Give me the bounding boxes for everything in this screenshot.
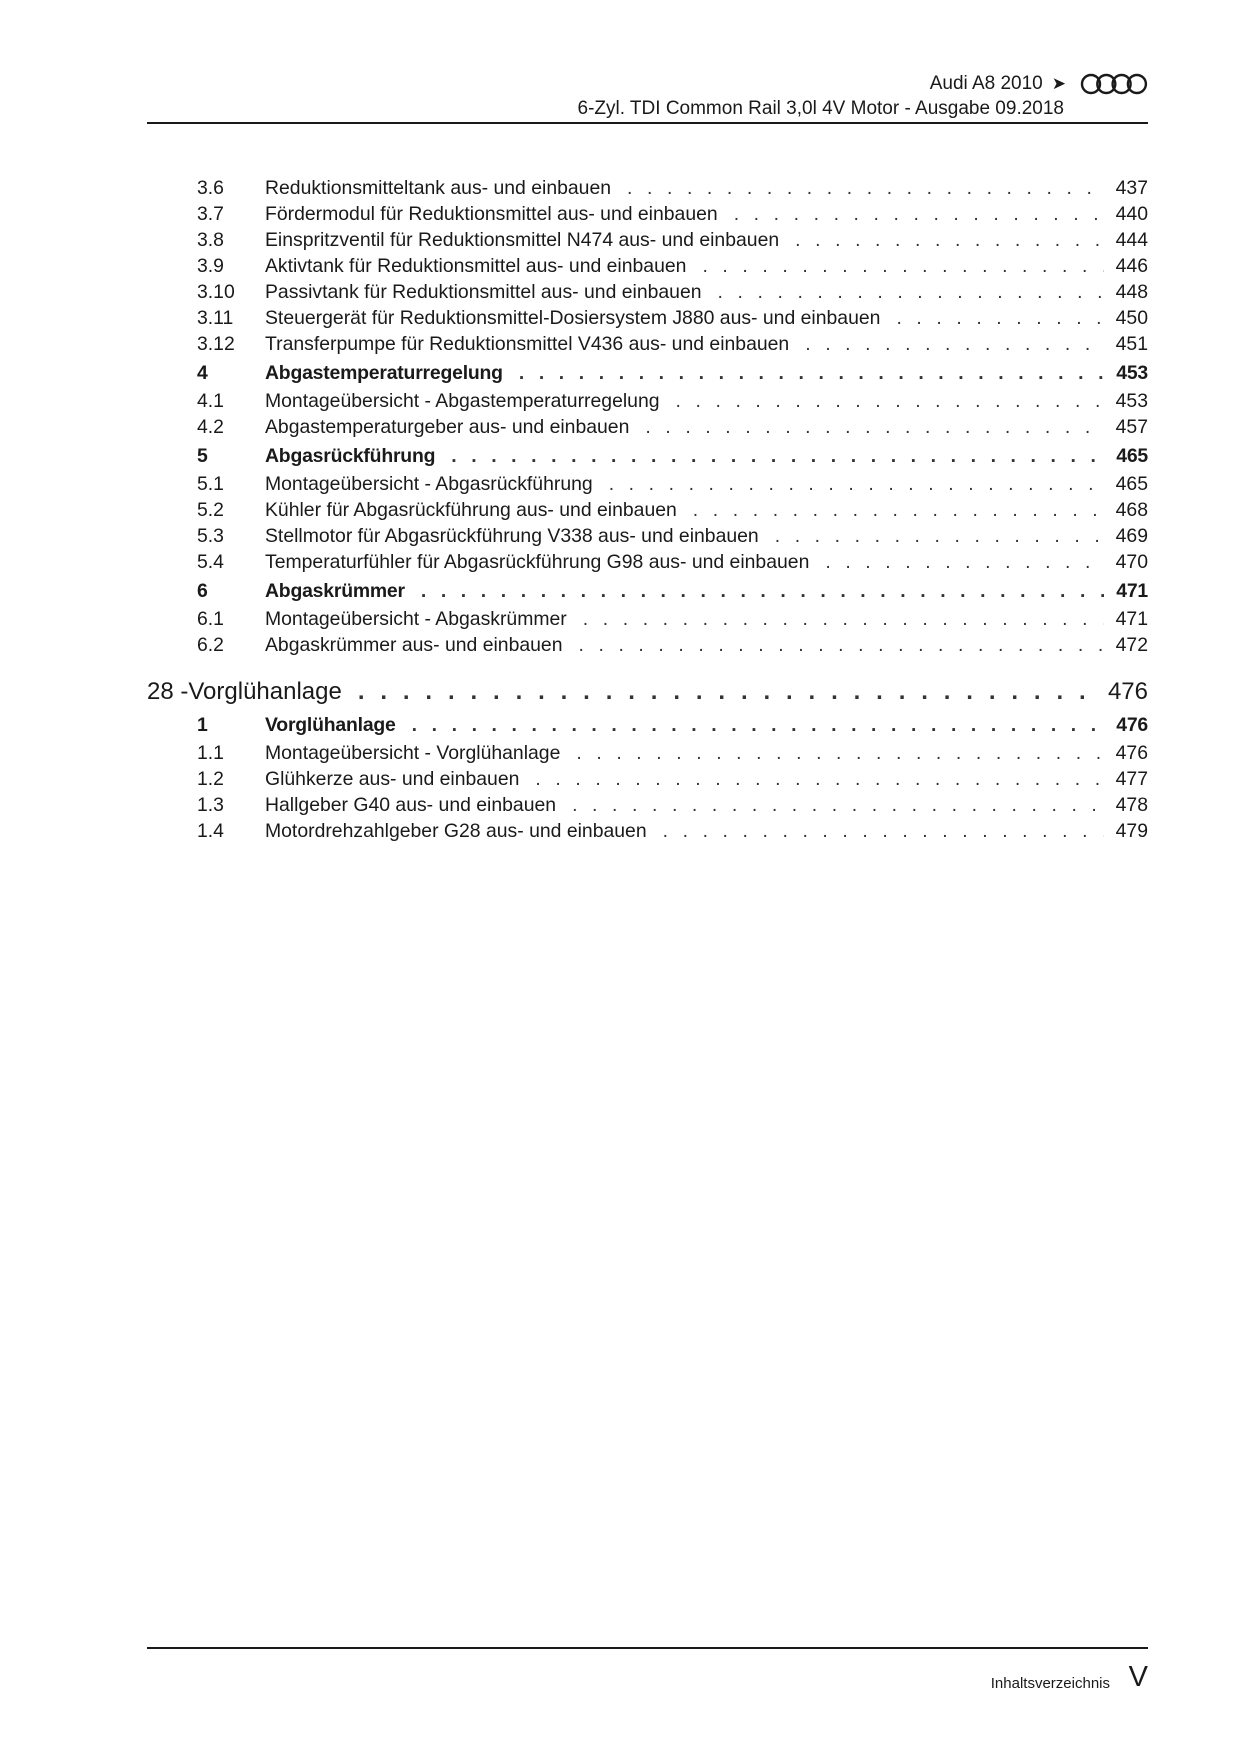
toc-entry[interactable] [147, 818, 1148, 844]
dot-leader [663, 818, 1104, 844]
toc-title: Montageübersicht - Vorglühanlage [265, 742, 561, 764]
toc-chapter-number: 28 - [147, 678, 189, 705]
toc-number: 5.3 [197, 525, 224, 547]
toc-page: 478 [1115, 794, 1148, 816]
toc-number: 3.11 [197, 307, 234, 329]
toc-number: 3.8 [197, 229, 224, 251]
toc-entry[interactable] [147, 792, 1148, 818]
toc-title: Reduktionsmitteltank aus- und einbauen [265, 177, 612, 199]
toc-number: 4.2 [197, 416, 224, 438]
footer-label: Inhaltsverzeichnis [990, 1675, 1110, 1692]
dot-leader [535, 766, 1104, 792]
toc-number: 5.2 [197, 499, 224, 521]
toc-entry[interactable] [147, 766, 1148, 792]
toc-entry[interactable] [147, 253, 1148, 279]
toc-title: Abgasrückführung [265, 445, 436, 467]
toc-number: 6.2 [197, 634, 224, 656]
toc-entry[interactable] [147, 227, 1148, 253]
toc-title: Montageübersicht - Abgastemperaturregelung [265, 390, 660, 412]
toc-entry[interactable] [147, 331, 1148, 357]
toc-title: Abgaskrümmer [265, 580, 405, 602]
toc-number: 1.4 [197, 820, 224, 842]
header-subtitle: 6-Zyl. TDI Common Rail 3,0l 4V Motor - Ausgabe 09.2018 [577, 98, 1064, 119]
dot-leader [576, 740, 1104, 766]
dot-leader [609, 471, 1104, 497]
toc-entry[interactable] [147, 740, 1148, 766]
toc-chapter-28[interactable] [147, 667, 1148, 709]
toc-page: 479 [1115, 820, 1148, 842]
toc-page: 448 [1115, 281, 1148, 303]
toc-title: Abgastemperaturgeber aus- und einbauen [265, 416, 630, 438]
toc-page: 465 [1115, 473, 1148, 495]
toc-group-6 [147, 606, 1148, 658]
dot-leader [421, 575, 1104, 607]
toc-number: 3.9 [197, 255, 224, 277]
toc-page: 465 [1116, 445, 1148, 467]
table-of-contents [147, 175, 1148, 844]
toc-group-3 [147, 175, 1148, 357]
toc-page: 440 [1115, 203, 1148, 225]
toc-number: 5 [197, 445, 208, 467]
dot-leader [795, 227, 1104, 253]
toc-section-6[interactable] [147, 575, 1148, 606]
toc-title: Steuergerät für Reduktionsmittel-Dosiersystem J880 aus- und einbauen [265, 307, 881, 329]
toc-number: 3.7 [197, 203, 224, 225]
header-model-line [930, 73, 1148, 95]
toc-entry[interactable] [147, 175, 1148, 201]
arrow-icon: ➤ [1051, 74, 1066, 93]
toc-entry[interactable] [147, 388, 1148, 414]
toc-title: Aktivtank für Reduktionsmittel aus- und einbauen [265, 255, 687, 277]
toc-entry[interactable] [147, 549, 1148, 575]
toc-entry[interactable] [147, 471, 1148, 497]
toc-number: 5.1 [197, 473, 224, 495]
toc-number: 3.6 [197, 177, 224, 199]
toc-page: 477 [1115, 768, 1148, 790]
toc-page: 476 [1116, 714, 1148, 736]
toc-title: Einspritzventil für Reduktionsmittel N474 aus- und einbauen [265, 229, 780, 251]
toc-section-5[interactable] [147, 440, 1148, 471]
spacer [147, 658, 1148, 667]
toc-entry[interactable] [147, 497, 1148, 523]
dot-leader [693, 497, 1104, 523]
page-header [147, 70, 1148, 124]
toc-entry[interactable] [147, 632, 1148, 658]
toc-page: 471 [1116, 580, 1148, 602]
toc-group-5 [147, 471, 1148, 575]
toc-number: 6 [197, 580, 208, 602]
toc-title: Motordrehzahlgeber G28 aus- und einbauen [265, 820, 647, 842]
toc-page: 437 [1115, 177, 1148, 199]
toc-title: Montageübersicht - Abgasrückführung [265, 473, 593, 495]
toc-page: 457 [1115, 416, 1148, 438]
toc-page: 469 [1115, 525, 1148, 547]
toc-number: 3.12 [197, 333, 235, 355]
toc-entry[interactable] [147, 523, 1148, 549]
toc-number: 1.2 [197, 768, 224, 790]
toc-page: 451 [1115, 333, 1148, 355]
toc-number: 3.10 [197, 281, 235, 303]
toc-page: 476 [1115, 742, 1148, 764]
toc-number: 1.1 [197, 742, 224, 764]
toc-number: 1.3 [197, 794, 224, 816]
toc-title: Vorglühanlage [265, 714, 396, 736]
toc-entry[interactable] [147, 279, 1148, 305]
toc-title: Stellmotor für Abgasrückführung V338 aus- und einbauen [265, 525, 759, 547]
toc-group-4 [147, 388, 1148, 440]
dot-leader [645, 414, 1104, 440]
toc-page: 470 [1115, 551, 1148, 573]
toc-chapter-page: 476 [1107, 678, 1148, 705]
dot-leader [579, 632, 1105, 658]
toc-page: 444 [1115, 229, 1148, 251]
page-number: V [1128, 1661, 1148, 1693]
toc-page: 453 [1116, 362, 1148, 384]
toc-section-4[interactable] [147, 357, 1148, 388]
toc-title: Hallgeber G40 aus- und einbauen [265, 794, 557, 816]
toc-number: 6.1 [197, 608, 224, 630]
dot-leader [718, 279, 1104, 305]
page-footer [147, 1647, 1148, 1693]
toc-entry[interactable] [147, 414, 1148, 440]
toc-page: 450 [1115, 307, 1148, 329]
toc-title: Kühler für Abgasrückführung aus- und einbauen [265, 499, 677, 521]
toc-entry[interactable] [147, 201, 1148, 227]
dot-leader [412, 709, 1104, 741]
toc-title: Abgaskrümmer aus- und einbauen [265, 634, 563, 656]
dot-leader [583, 606, 1104, 632]
dot-leader [451, 440, 1104, 472]
toc-page: 453 [1115, 390, 1148, 412]
toc-group-28-1 [147, 740, 1148, 844]
toc-entry[interactable] [147, 606, 1148, 632]
toc-title: Glühkerze aus- und einbauen [265, 768, 520, 790]
toc-number: 4 [197, 362, 208, 384]
audi-rings-logo-icon [1080, 73, 1148, 95]
dot-leader [775, 523, 1104, 549]
toc-number: 1 [197, 714, 208, 736]
toc-page: 472 [1115, 634, 1148, 656]
dot-leader [734, 201, 1104, 227]
header-model: Audi A8 2010 [929, 73, 1043, 94]
toc-title: Fördermodul für Reduktionsmittel aus- und einbauen [265, 203, 718, 225]
toc-number: 5.4 [197, 551, 224, 573]
toc-chapter-title: Vorglühanlage [188, 678, 342, 705]
dot-leader [825, 549, 1104, 575]
toc-page: 468 [1115, 499, 1148, 521]
toc-entry[interactable] [147, 305, 1148, 331]
toc-title: Transferpumpe für Reduktionsmittel V436 aus- und einbauen [265, 333, 790, 355]
toc-section-28-1[interactable] [147, 709, 1148, 740]
toc-number: 4.1 [197, 390, 224, 412]
toc-page: 446 [1115, 255, 1148, 277]
toc-title: Passivtank für Reduktionsmittel aus- und einbauen [265, 281, 702, 303]
dot-leader [702, 253, 1104, 279]
toc-title: Temperaturfühler für Abgasrückführung G98 aus- und einbauen [265, 551, 810, 573]
dot-leader [572, 792, 1104, 818]
toc-title: Abgastemperaturregelung [265, 362, 503, 384]
dot-leader [805, 331, 1104, 357]
dot-leader [519, 357, 1104, 389]
toc-page: 471 [1115, 608, 1148, 630]
dot-leader [896, 305, 1104, 331]
toc-title: Montageübersicht - Abgaskrümmer [265, 608, 567, 630]
dot-leader [676, 388, 1104, 414]
dot-leader [627, 175, 1104, 201]
